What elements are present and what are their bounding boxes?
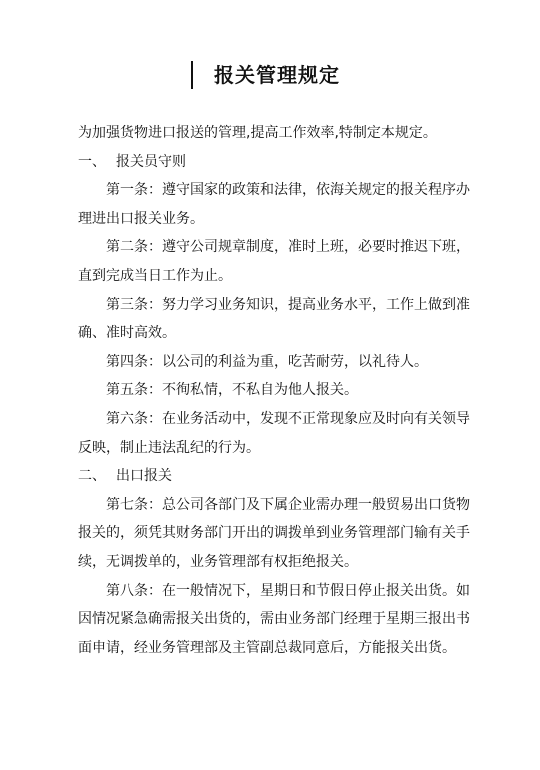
article-line: 理进出口报关业务。 (78, 210, 204, 227)
article-line: 反映，制止违法乱纪的行为。 (78, 439, 260, 456)
article-line: 第一条：遵守国家的政策和法律，依海关规定的报关程序办 (106, 182, 470, 199)
section-heading-text: 报关员守则 (116, 153, 186, 170)
article-line: 第四条：以公司的利益为重，吃苦耐劳，以礼待人。 (106, 353, 428, 370)
article-line: 面申请，经业务管理部及主管副总裁同意后，方能报关出货。 (78, 639, 456, 656)
article-line: 报关的，须凭其财务部门开出的调拨单到业务管理部门输有关手 (78, 525, 470, 542)
section-heading-1 (78, 148, 464, 177)
article-line: 直到完成当日工作为止。 (78, 267, 232, 284)
article-line: 第六条：在业务活动中，发现不正常现象应及时向有关领导 (106, 410, 470, 427)
section-number: 一、 (78, 153, 106, 170)
intro-paragraph: 为加强货物进口报送的管理,提高工作效率,特制定本规定。 (78, 125, 437, 141)
section-number: 二、 (78, 468, 106, 485)
article-line: 第七条：总公司各部门及下属企业需办理一般贸易出口货物 (106, 496, 470, 513)
page-title: 报关管理规定 (214, 63, 340, 87)
article-line: 第五条：不徇私情，不私自为他人报关。 (106, 382, 358, 399)
article-line: 第八条：在一般情况下，星期日和节假日停止报关出货。如 (106, 582, 470, 599)
article-line: 续，无调拨单的，业务管理部有权拒绝报关。 (78, 553, 358, 570)
article-line: 因情况紧急确需报关出货的，需由业务部门经理于星期三报出书 (78, 611, 470, 628)
article-line: 第二条：遵守公司规章制度，准时上班，必要时推迟下班， (106, 239, 470, 256)
document-body (78, 119, 470, 662)
article-line: 第三条：努力学习业务知识，提高业务水平，工作上做到准 (106, 296, 470, 313)
title-block (0, 58, 540, 94)
title-divider (191, 61, 193, 89)
section-heading-2 (78, 462, 464, 491)
section-heading-text: 出口报关 (116, 468, 172, 485)
article-line: 确、准时高效。 (78, 325, 176, 342)
